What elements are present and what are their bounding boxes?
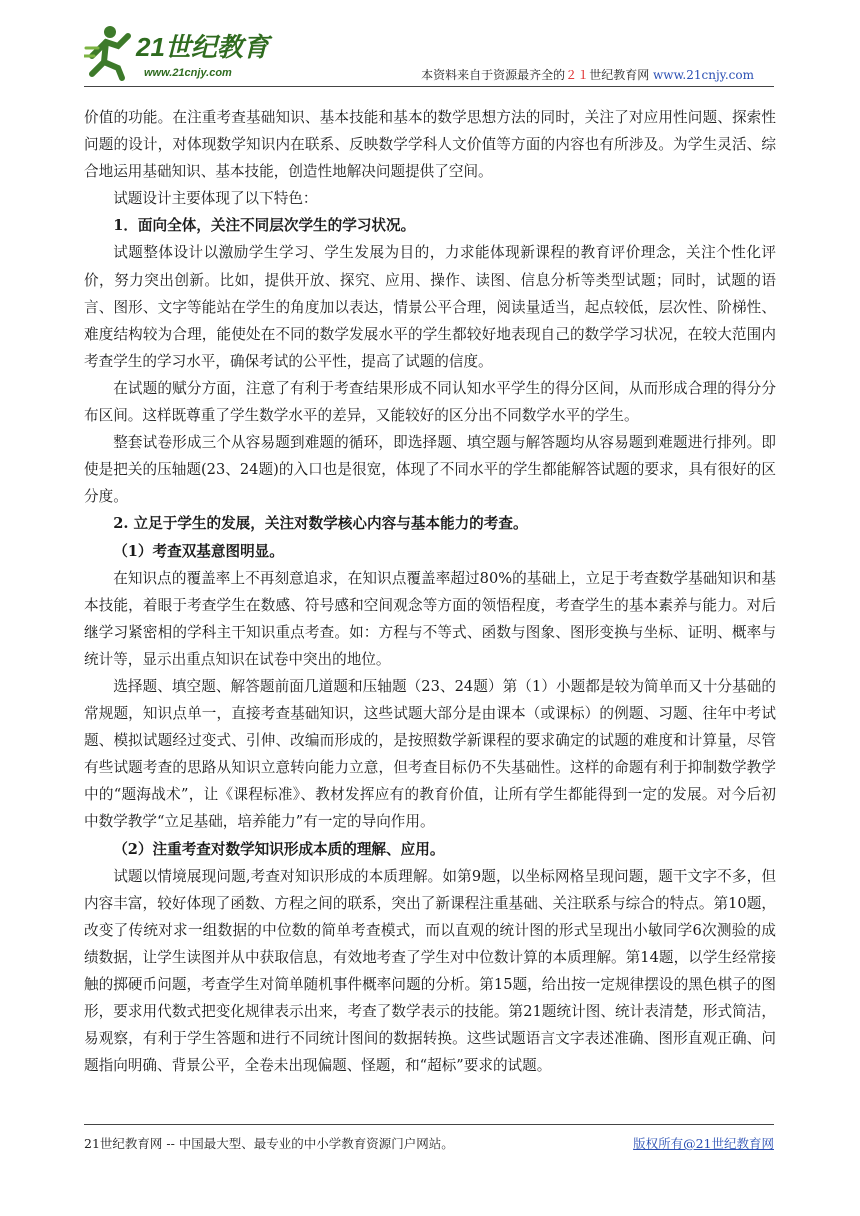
- paragraph: 试题设计主要体现了以下特色：: [113, 190, 318, 208]
- section-heading: 2. 立足于学生的发展，关注对数学核心内容与基本能力的考查。: [113, 515, 528, 533]
- section-heading: 1．面向全体，关注不同层次学生的学习状况。: [113, 217, 416, 235]
- paragraph: 在试题的赋分方面，注意了有利于考查结果形成不同认知水平学生的得分区间，从而形成合理的得分分布区间。这样既尊重了学生数学水平的差异，又能较好的区分出不同数学水平的学生。: [84, 379, 776, 425]
- header-note-prefix: 本资料来自于资源最齐全的: [421, 68, 566, 82]
- document-body: [84, 104, 776, 1079]
- header-note-site: 世纪教育网: [589, 68, 650, 82]
- paragraph: 整套试卷形成三个从容易题到难题的循环，即选择题、填空题与解答题均从容易题到难题进行排列。即使是把关的压轴题(23、24题)的入口也是很宽，体现了不同水平的学生都能解答试题的要求，具有很好的区分度。: [84, 434, 776, 506]
- header-note-number: ２１: [565, 68, 590, 82]
- paragraph: 价值的功能。在注重考查基础知识、基本技能和基本的数学思想方法的同时，关注了对应用性问题、探索性问题的设计，对体现数学知识内在联系、反映数学学科人文价值等方面的内容也有所涉及。为学生灵活、综合地运用基础知识、基本技能，创造性地解决问题提供了空间。: [84, 109, 776, 181]
- site-logo: [84, 18, 284, 84]
- paragraph: 试题整体设计以激励学生学习、学生发展为目的，力求能体现新课程的教育评价理念，关注个性化评价，努力突出创新。比如，提供开放、探究、应用、操作、读图、信息分析等类型试题；同时，试题的语言、图形、文字等能站在学生的角度加以表达，情景公平合理，阅读量适当，起点较低，层次性、阶梯性、难度结构较为合理，能使处在不同的数学发展水平的学生都较好地表现自己的数学学习状况，在较大范围内考查学生的学习水平，确保考试的公平性，提高了试题的信度。: [84, 244, 776, 370]
- paragraph: 在知识点的覆盖率上不再刻意追求，在知识点覆盖率超过80%的基础上，立足于考查数学基础知识和基本技能，着眼于考查学生在数感、符号感和空间观念等方面的领悟程度，考查学生的基本素养与能力。对后继学习紧密相的学科主干知识重点考查。如：方程与不等式、函数与图象、图形变换与坐标、证明、概率与统计等，显示出重点知识在试卷中突出的地位。: [84, 569, 776, 668]
- logo-wordmark: 21世纪教育: [136, 32, 269, 62]
- subsection-heading: （1）考查双基意图明显。: [113, 542, 284, 560]
- footer-copyright-link[interactable]: 版权所有@21世纪教育网: [633, 1136, 774, 1151]
- footer-site-description: 21世纪教育网 -- 中国最大型、最专业的中小学教育资源门户网站。: [84, 1136, 454, 1151]
- header-site-link[interactable]: www.21cnjy.com: [653, 68, 754, 82]
- header-divider: [84, 86, 774, 87]
- logo-url: www.21cnjy.com: [144, 67, 232, 79]
- runner-logo-icon: [84, 18, 284, 84]
- footer-divider: [84, 1124, 774, 1125]
- header-source-note: [421, 66, 754, 83]
- paragraph: 选择题、填空题、解答题前面几道题和压轴题（23、24题）第（1）小题都是较为简单而又十分基础的常规题，知识点单一，直接考查基础知识，这些试题大部分是由课本（或课标）的例题、习题、往年中考试题、模拟试题经过变式、引伸、改编而形成的，是按照数学新课程的要求确定的试题的难度和计算量，尽管有些试题考查的思路从知识立意转向能力立意，但考查目标仍不失基础性。这样的命题有利于抑制数学教学中的“题海战术”，让《课程标准》、教材发挥应有的教育价值，让所有学生都能得到一定的发展。对今后初中数学教学“立足基础，培养能力”有一定的导向作用。: [84, 677, 776, 831]
- paragraph: 试题以情境展现问题,考查对知识形成的本质理解。如第9题，以坐标网格呈现问题，题干文字不多，但内容丰富，较好体现了函数、方程之间的联系，突出了新课程注重基础、关注联系与综合的特点。第10题，改变了传统对求一组数据的中位数的简单考查模式，而以直观的统计图的形式呈现出小敏同学6次测验的成绩数据，让学生读图并从中获取信息，有效地考查了学生对中位数计算的本质理解。第14题，以学生经常接触的掷硬币问题，考查学生对简单随机事件概率问题的分析。第15题，给出按一定规律摆设的黑色棋子的图形，要求用代数式把变化规律表示出来，考查了数学表示的技能。第21题统计图、统计表清楚，形式简洁，易观察，有利于学生答题和进行不同统计图间的数据转换。这些试题语言文字表述准确、图形直观正确、问题指向明确、背景公平，全卷未出现偏题、怪题，和“超标”要求的试题。: [84, 867, 776, 1075]
- subsection-heading: （2）注重考查对数学知识形成本质的理解、应用。: [113, 840, 445, 858]
